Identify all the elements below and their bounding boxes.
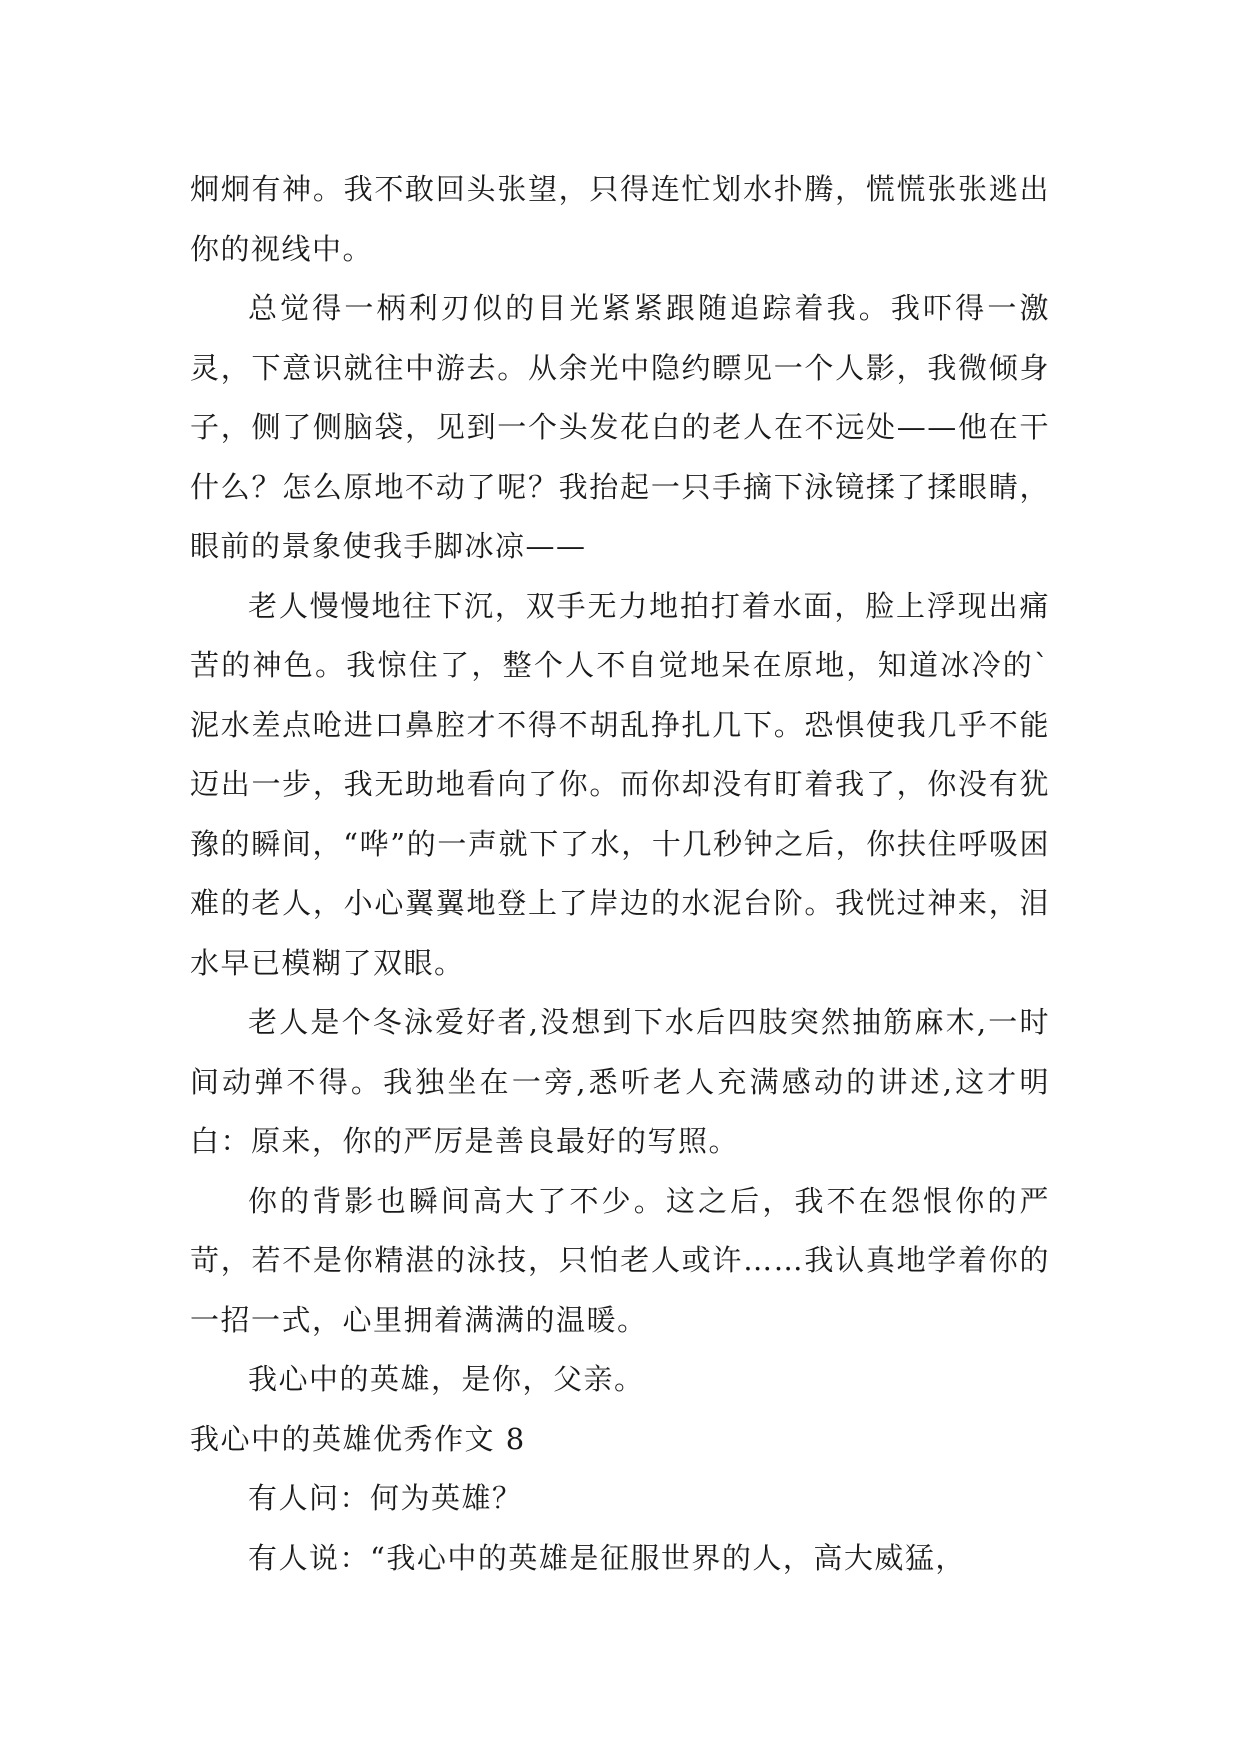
paragraph: 有人说：“我心中的英雄是征服世界的人，高大威猛，: [248, 1540, 966, 1575]
paragraph: 你的背影也瞬间高大了不少。这之后，我不在怨恨你的严苛，若不是你精湛的泳技，只怕老人或许……我认真地学着你的一招一式，心里拥着满满的温暖。: [190, 1183, 1050, 1337]
paragraph: 老人慢慢地往下沉，双手无力地拍打着水面，脸上浮现出痛苦的神色。我惊住了，整个人不自觉地呆在原地，知道冰冷的`泥水差点呛进口鼻腔才不得不胡乱挣扎几下。恐惧使我几乎不能迈出一步，我无助地看向了你。而你却没有盯着我了，你没有犹豫的瞬间，“哗”的一声就下了水，十几秒钟之后，你扶住呼吸困难的老人，小心翼翼地登上了岸边的水泥台阶。我恍过神来，泪水早已模糊了双眼。: [190, 588, 1050, 980]
section-heading: 我心中的英雄优秀作文 8: [190, 1421, 526, 1456]
paragraph: 有人问：何为英雄？: [248, 1481, 523, 1515]
paragraph: 我心中的英雄，是你，父亲。: [248, 1362, 645, 1396]
essay-text: [190, 160, 1050, 1588]
paragraph: 总觉得一柄利刃似的目光紧紧跟随追踪着我。我吓得一激灵，下意识就往中游去。从余光中隐约瞟见一个人影，我微倾身子，侧了侧脑袋，见到一个头发花白的老人在不远处——他在干什么？怎么原地不动了呢？我抬起一只手摘下泳镜揉了揉眼睛，眼前的景象使我手脚冰凉——: [190, 291, 1050, 563]
paragraph-continuation: 炯炯有神。我不敢回头张望，只得连忙划水扑腾，慌慌张张逃出你的视线中。: [190, 172, 1050, 266]
paragraph: 老人是个冬泳爱好者,没想到下水后四肢突然抽筋麻木,一时间动弹不得。我独坐在一旁,悉听老人充满感动的讲述,这才明白：原来，你的严厉是善良最好的写照。: [190, 1005, 1050, 1158]
